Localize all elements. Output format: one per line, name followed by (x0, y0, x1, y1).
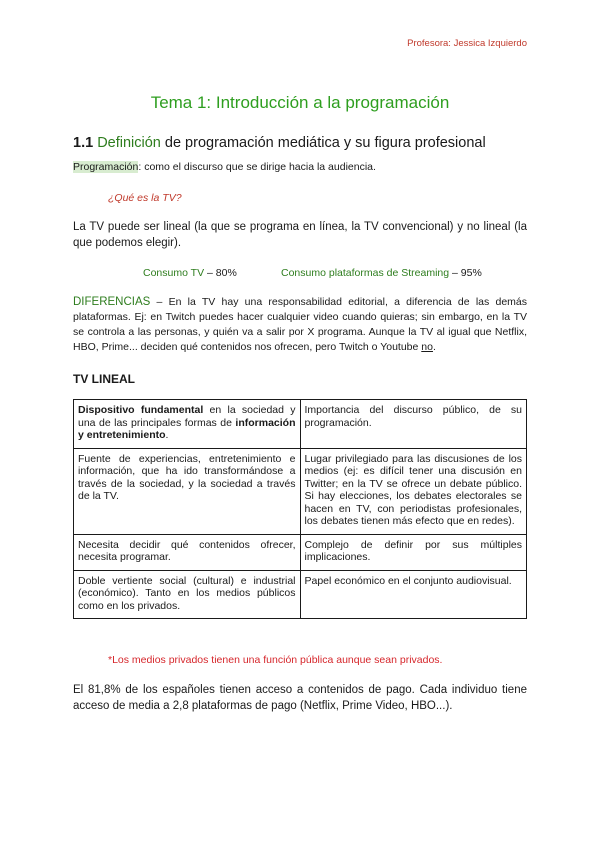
table-cell: Complejo de definir por sus múltiples implicaciones. (300, 534, 527, 570)
table-row (74, 534, 527, 570)
cell-bold: Dispositivo fundamental (78, 404, 204, 416)
cell-bold: información y entretenimiento (78, 416, 296, 441)
section-rest: de programación mediática y su figura profesional (160, 135, 486, 151)
definition-term: Programación (73, 161, 139, 173)
table-cell: Papel económico en el conjunto audiovisual. (300, 570, 527, 619)
diferencias-underlined: no (421, 341, 433, 353)
stat-tv (143, 267, 237, 279)
table-cell: Necesita decidir qué contenidos ofrecer, necesita programar. (74, 534, 301, 570)
diferencias-text: – En la TV hay una responsabilidad editorial, a diferencia de las demás plataformas. Ej: en Twitch puedes hacer cualquier video cuando quieras; sin embargo, en la TV se controla a las personas, y quién va a salir por X programa. Aunque la TV al igual que Netflix, HBO, Prime... deciden qué contenidos nos ofrecen, pero Twitch o Youtube (73, 296, 527, 353)
tv-lineal-table (73, 399, 527, 619)
diferencias-end: . (432, 341, 436, 353)
paragraph-statistics: El 81,8% de los españoles tienen acceso a contenidos de pago. Cada individuo tiene acceso de media a 2,8 plataformas de pago (Netflix, Prime Video, HBO...). (73, 684, 527, 712)
definition-text: : como el discurso que se dirige hacia la audiencia. (138, 161, 376, 173)
section-number: 1.1 (73, 135, 94, 151)
section-keyword: Definición (97, 135, 161, 151)
question-text: ¿Qué es la TV? (108, 192, 182, 204)
table-title: TV LINEAL (73, 372, 135, 386)
stat-streaming-value: – 95% (449, 267, 482, 279)
definition-line (73, 161, 376, 173)
note-text: *Los medios privados tienen una función pública aunque sean privados. (108, 654, 443, 666)
table-row (74, 570, 527, 619)
paragraph-diferencias (73, 295, 527, 355)
table-cell: Doble vertiente social (cultural) e industrial (económico). Tanto en los medios públicos como en los privados. (74, 570, 301, 619)
table-cell: Importancia del discurso público, de su programación. (300, 400, 527, 449)
section-heading (73, 135, 486, 151)
cell-text: . (165, 429, 169, 441)
table-cell: Fuente de experiencias, entretenimiento e información, que ha ido transformándose a través de la sociedad, y la sociedad a través de la TV. (74, 448, 301, 534)
header-author: Profesora: Jessica Izquierdo (407, 38, 527, 49)
table-cell (74, 400, 301, 449)
paragraph-tv-lineal: La TV puede ser lineal (la que se programa en línea, la TV convencional) y no lineal (la que podemos elegir). (73, 221, 527, 249)
stat-streaming (281, 267, 482, 279)
table-row (74, 448, 527, 534)
table-row (74, 400, 527, 449)
cell-text: en la sociedad y una de las principales formas de (78, 404, 296, 429)
stat-tv-label: Consumo TV (143, 267, 205, 279)
page-title: Tema 1: Introducción a la programación (150, 93, 450, 112)
stat-streaming-label: Consumo plataformas de Streaming (281, 267, 450, 279)
table-cell: Lugar privilegiado para las discusiones de los medios (ej: es difícil tener una discusión en Twitter; en la TV se ofrece un debate público. Si hay elecciones, los debates electorales se hacen en TV, con periodistas profesionales, los debates tienen más efecto que en redes). (300, 448, 527, 534)
stat-tv-value: – 80% (204, 267, 237, 279)
diferencias-label: DIFERENCIAS (73, 296, 151, 308)
